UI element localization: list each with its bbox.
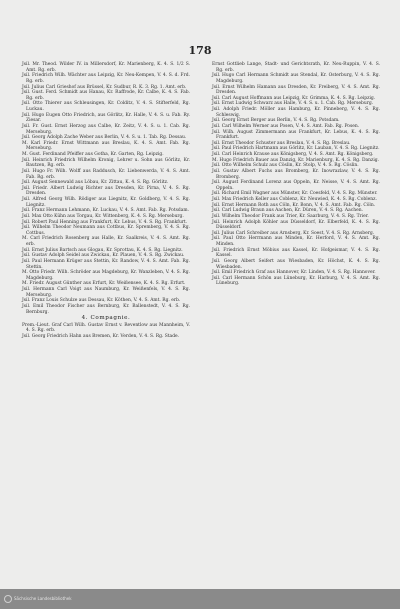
register-entry: Jsil. Hermann Carl Voigt aus Naumburg, Kr. Weißenfels, V. 4. S. Rg. Merseburg. [22,287,190,298]
register-entry: Jsil. August Ferdinand Lorenz aus Oppeln, Kr. Neisse, V. 4. S. Amt. Rg. Oppeln. [212,180,380,191]
register-entry: Jsil. Ernst Wilhelm Hamann aus Dresden, Kr. Freiberg, V. 4. S. Amt. Rg. Dresden. [212,84,380,96]
register-entry: Jsil. Heinrich Adolph Köhler aus Düsseldorf, Kr. Elberfeld, K. 4. S. Rg. Düsseldorf. [212,219,380,231]
register-entry: M. Otto Friedr. Wilh. Schröder aus Magdeburg, Kr. Wanzleben, V. 4. S. Rg. Magdeburg. [22,270,190,281]
page-number: 178 [188,44,212,57]
register-entry: Jsil. Heinrich Friedrich Wilhelm Kronig, Lehrer u. Sohn aus Görlitz, Kr. Bautzen, Rg. erb. [22,157,190,169]
register-entry: Jsil. Otto Thierer aus Schleusingen, Kr. Colditz, V. 4. S. Stifterfeld, Rg. Luckau. [22,101,190,112]
register-entry: Jsil. Alfred Georg Wilh. Rödiger aus Liegnitz, Kr. Goldberg, V. 4. S. Rg. Liegnitz. [22,197,190,208]
register-entry: Jsil. Georg Adolph Zache Weber aus Berlin, V. 4. S. u. 1. Tab. Rg. Dessau. [22,135,187,141]
register-entry: Jsil. Fr. Gust. Ernst Herzog aus Calbe, Kr. Zeitz, V. 4. S. u. 1. Cab. Rg. Merseburg. [22,123,190,135]
register-entry: M. Hugo Friedrich Bauer aus Danzig, Kr. Marienburg, K. 4. S. Rg. Danzig. [212,157,380,163]
register-entry: Jsil. Carl Ludwig Braun aus Aachen, Kr. Düren, V. 4. S. Rg. Aachen. [212,208,363,214]
register-entry: M. Carl Friedrich Rosenberg aus Halle, Kr. Saalkreis, V. 4. S. Amt. Rg. erb. [22,236,190,247]
register-entry: Jsil. Richard Emil Wagner aus Münster, Kr. Coesfeld, V. 4. S. Rg. Münster. [212,191,378,197]
register-entry: Jsil. Julius Carl Grieshof aus Brüssel, Kr. Sudbur, R. K. 3. Rg. 1. Amt. erb. [22,84,187,90]
register-entry: M. Friedr. August Günther aus Erfurt, Kr. Weißensee, K. 4. S. Rg. Erfurt. [22,281,186,287]
register-entry: Jsil. Robert Paul Henning aus Frankfurt, Kr. Lebus, V. 4. S. Rg. Frankfurt. [22,219,188,225]
register-entry: Jsil. Carl Wilhelm Werner aus Posen, V. 4. S. Amt. Fab. Rg. Posen. [212,123,360,129]
register-entry: Jsil. Max Friedrich Keller aus Coblenz, Kr. Neuwied, K. 4. S. Rg. Coblenz. [212,197,377,202]
register-entry: Jsil. Georg Friedrich Hahn aus Bremen, Kr. Verden, V. 4. S. Rg. Stade. [22,334,180,339]
section-heading: 4. Compagnie. [81,315,131,322]
register-entry: Jsil. Friedrich Ernst Möbius aus Kassel, Kr. Hofgeismar, V. 4. S. Rg. Kassel. [212,247,380,259]
register-entry: Jsil. August Sennewald aus Löbau, Kr. Zittau, K. 4. S. Rg. Görlitz. [22,180,169,186]
register-entry: Jsil. Ernst Hermann Roth aus Cöln, Kr. Bonn, V. 4. S. Amt. Fab. Rg. Cöln. [212,202,376,208]
register-entry: Jsil. Georg Ernst Berger aus Berlin, V. 4. S. Rg. Potsdam. [212,118,340,124]
library-logo-text: Sächsische Landesbibliothek [14,595,72,601]
register-entry: Ernst Gottlieb Lange, Stadt- und Gerichtsrath, Kr. Neu-Ruppin, V. 4. S. Rg. erb. [212,62,380,73]
register-entry: Jsil. Franz Louis Schulze aus Dessau, Kr. Köthen, V. 4. S. Amt. Rg. erb. [22,298,181,304]
column-divider [199,62,200,562]
register-entry: Jsil. Ernst Theodor Schuster aus Breslau, V. 4. S. Rg. Breslau. [212,140,351,146]
register-entry: Jsil. Gustav Albert Fuchs aus Bromberg, Kr. Inowrazlaw, V. 4. S. Rg. Bromberg. [212,168,380,180]
register-entry: Jsil. Ernst Julius Bartsch aus Glogau, Kr. Sprottau, K. 4. S. Rg. Liegnitz. [22,247,183,253]
register-entry: Jsil. Hugo Carl Hermann Schmidt aus Stendal, Kr. Osterburg, V. 4. S. Rg. Magdeburg. [212,73,380,84]
register-entry: M. Karl Friedr. Ernst Wittmann aus Breslau, K. 4. S. Amt. Fab. Rg. Merseburg. [22,140,190,152]
register-entry: Jsil. Paul Friedrich Hartmann aus Görlitz, Kr. Lauban, V. 4. S. Rg. Liegnitz. [212,146,380,152]
register-entry: Jsil. Gustav Adolph Seidel aus Zwickau, Kr. Plauen, V. 4. S. Rg. Zwickau. [22,253,185,259]
register-entry: Jsil. Carl Hermann Schön aus Lüneburg, Kr. Harburg, V. 4. S. Amt. Rg. Lüneburg. [212,275,380,287]
register-entry: Jsil. Paul Otto Herrmann aus Minden, Kr. Herford, V. 4. S. Amt. Rg. Minden. [212,236,380,247]
register-entry: Jsil. Otto Wilhelm Schulz aus Cöslin, Kr. Stolp, V. 4. S. Rg. Cöslin. [212,163,359,169]
register-entry: Jsil. Carl August Hoffmann aus Leipzig, Kr. Grimma, K. 4. S. Rg. Leipzig. [212,95,376,101]
library-seal-icon [4,595,12,603]
register-entry: Jsil. Emil Theodor Fischer aus Bernburg, Kr. Ballenstedt, V. 4. S. Rg. Bernburg. [22,303,190,315]
register-entry: Jsil. Wilhelm Theodor Frank aus Trier, Kr. Saarburg, V. 4. S. Rg. Trier. [212,213,369,219]
register-entry: Jsil. Mr. Theod. Wilder IV. in Millersdorf, Kr. Marienberg, K. 4. S. 1/2 S. Amt. Rg. erb. [22,62,190,73]
register-entry: Jsil. Wilh. August Zimmermann aus Frankfurt, Kr. Lebus, K. 4. S. Rg. Frankfurt. [212,129,380,141]
register-entry: Jsil. Hugo Fr. Wilh. Wolff aus Raddusch, Kr. Liebenwerda, V. 4. S. Amt. Fab. Rg. erb. [22,168,190,180]
register-entry: Jsil. Carl Heinrich Krause aus Königsberg, V. 4. S. Amt. Rg. Königsberg. [212,152,374,157]
register-entry: Jsil. Friedr. Albert Ludwig Richter aus Dresden, Kr. Pirna, V. 4. S. Rg. Dresden. [22,185,190,197]
register-entry: Jsil. Ernst Ludwig Schwarz aus Halle, V. 4. S. u. 1. Cab. Rg. Merseburg. [212,101,374,107]
register-entry: Jsil. Adolph Friedr. Möller aus Hamburg, Kr. Pinneberg, V. 4. S. Rg. Schleswig. [212,107,380,118]
register-entry: Jsil. Max Otto Kühn aus Torgau, Kr. Wittenberg, K. 4. S. Rg. Merseburg. [22,213,184,219]
right-column [212,62,380,287]
register-entry: Jsil. Friedrich Wilh. Wächter aus Leipzig, Kr. Neu-Kempen, V. 4. S. d. Frd. Rg. erb. [22,73,190,84]
register-entry: Jsil. Hugo Eugen Otto Friedrich, aus Görlitz, Kr. Halle, V. 4. S. u. Fab. Ry. Ziesar. [22,112,190,124]
register-entry: Jsil. Gust. Ferd. Schmidt aus Hanau, Kr. Raffrode, Kr. Calbe, K. 4. S. Fab. Rg. erb. [22,90,190,101]
register-entry: Prem.-Lieut. Graf Carl Wilh. Gustav Ernst v. Reventlow aus Mannheim, V. 4. S. Rg. erb. [22,322,190,334]
register-entry: Jsil. Wilhelm Theodor Neumann aus Cottbus, Kr. Spremberg, V. 4. S. Rg. Cottbus. [22,225,190,236]
library-logo [4,593,96,605]
register-entry: Jsil. Georg Albert Seifert aus Wiesbaden, Kr. Höchst, K. 4. S. Rg. Wiesbaden. [212,258,380,270]
left-column [22,62,190,340]
register-entry: M. Gust. Ferdinand Pfeiffer aus Gotha, Kr. Garten, Rg. Leipzig. [22,152,164,157]
register-entry: Jsil. Franz Hermann Lehmann, Kr. Luckau, V. 4. S. Amt. Fab. Rg. Potsdam. [22,208,190,214]
register-entry: Jsil. Emil Friedrich Graf aus Hannover, Kr. Linden, V. 4. S. Rg. Hannover. [212,270,376,276]
register-entry: Jsil. Paul Hermann Krüger aus Stettin, Kr. Randow, V. 4. S. Amt. Fab. Rg. Stettin. [22,258,190,270]
register-entry: Jsil. Julius Carl Schreiber aus Arnsberg, Kr. Soest, V. 4. S. Rg. Arnsberg. [212,230,375,236]
